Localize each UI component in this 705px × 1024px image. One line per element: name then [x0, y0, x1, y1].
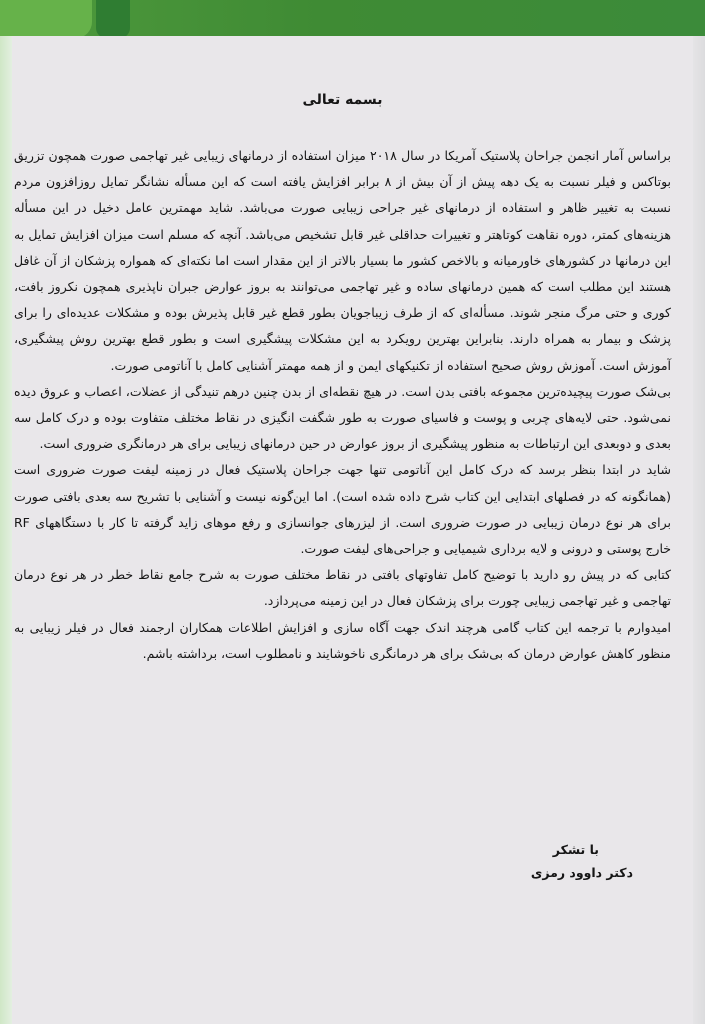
paragraph-1: براساس آمار انجمن جراحان پلاستیک آمریکا در سال ۲۰۱۸ میزان استفاده از درمانهای زیبایی غیر تهاجمی صورت همچون تزریق بوتاکس و فیلر نسبت به یک دهه پیش از آن بیش از ۸ برابر افزایش یافته است که این مسأله نشانگر تمایل روزافزون مردم نسبت به تغییر ظاهر و استفاده از درمانهای غیر جراحی زیبایی صورت می‌باشد. شاید مهمترین عامل دخیل در این مسأله هزینه‌های کمتر، دوره نقاهت کوتاهتر و تغییرات حداقلی غیر قابل تشخیص می‌باشد. آنچه که مسلم است میزان افزایش تمایل به این درمانها در کشورهای خاورمیانه و بالاخص کشور ما بسیار بالاتر از این مقدار است اما نکته‌ای که همواره پزشکان از آن غافل هستند این مطلب است که همین درمانهای ساده و غیر تهاجمی می‌توانند به بروز عوارض جبران ناپذیری همچون نکروز بافت، کوری و حتی مرگ منجر شوند. مسأله‌ای که از طرف زیباجویان بطور قطع غیر قابل پذیرش بوده و مشکلات عدیده‌ای را برای پزشک و بیمار به همراه دارند. بنابراین بهترین رویکرد به این مشکلات پیشگیری است و بطور قطع بهترین روش پیشگیری، آموزش است. آموزش روش صحیح استفاده از تکنیکهای ایمن و از همه مهمتر آشنایی کامل با آناتومی صورت. [14, 148, 672, 373]
header-tab-light [0, 0, 92, 38]
author-name: دکتر داوود رمزی [530, 865, 633, 880]
paragraph-2: بی‌شک صورت پیچیده‌ترین مجموعه بافتی بدن است. در هیچ نقطه‌ای از بدن چنین درهم تنیدگی از عضلات، اعصاب و عروق دیده نمی‌شود. حتی لایه‌های چربی و پوست و فاسیای صورت به طور شگفت انگیزی در نقاط مختلف متفاوت بوده و درک کامل سه بعدی و دوبعدی این ارتباطات به منظور پیشگیری از بروز عوارض در حین درمانهای زیبایی برای هر درمانگری ضروری است. [14, 383, 671, 452]
page-edge-left [0, 36, 12, 1024]
paragraph-3: شاید در ابتدا بنظر برسد که درک کامل این آناتومی تنها جهت جراحان پلاستیک فعال در زمینه لیفت صورت ضروری است (همانگونه که در فصلهای ابتدایی این کتاب شرح داده شده است). اما این‌گونه نیست و آشنایی با تشریح سه بعدی بافتی صورت برای هر نوع درمان زیبایی در صورت ضروری است. از لیزرهای جوانسازی و رفع موهای زاید گرفته تا کار با دستگاههای RF خارج پوستی و درونی و لایه برداری شیمیایی و جراحی‌های لیفت صورت. [14, 462, 671, 557]
page-edge-right [693, 36, 705, 1024]
header-tab-dark [96, 0, 130, 38]
closing-text: با تشکر [552, 842, 599, 857]
signature-block [413, 842, 633, 880]
page-title: بسمه تعالی [302, 92, 383, 108]
paragraph-5: امیدوارم با ترجمه این کتاب گامی هرچند اندک جهت آگاه سازی و افزایش اطلاعات همکاران ارجمند فعال در فیلر زیبایی به منظور کاهش عوارض درمان که بی‌شک برای هر درمانگری ناخوشایند و نامطلوب است، برداشته باشم. [14, 619, 671, 661]
preface-body [14, 82, 671, 667]
paragraph-4: کتابی که در پیش رو دارید با توضیح کامل تفاوتهای بافتی در نقاط مختلف صورت به شرح جامع نقاط خطر در هر نوع درمان تهاجمی و غیر تهاجمی زیبایی چورت برای پزشکان فعال در این زمینه می‌پردازد. [14, 567, 671, 609]
